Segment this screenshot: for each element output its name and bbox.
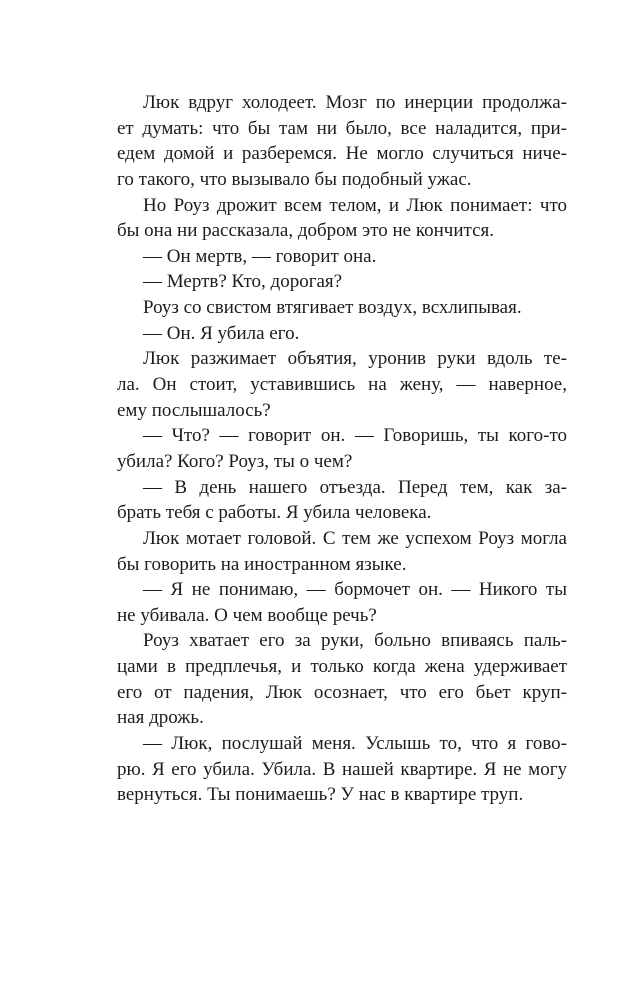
text-line: едем домой и разберемся. Не могло случиться ниче- (117, 143, 567, 165)
text-line: — Что? — говорит он. — Говоришь, ты кого-то (143, 425, 567, 447)
text-line: бы она ни рассказала, добром это не кончится. (117, 220, 494, 242)
text-line: вернуться. Ты понимаешь? У нас в квартире труп. (117, 784, 524, 806)
text-line: брать тебя с работы. Я убила человека. (117, 502, 432, 524)
text-line: ла. Он стоит, уставившись на жену, — наверное, (117, 374, 567, 396)
text-line: — Он. Я убила его. (143, 322, 300, 344)
text-line: не убивала. О чем вообще речь? (117, 604, 377, 626)
text-line: его от падения, Люк осознает, что его бьет круп- (117, 681, 567, 703)
text-line: ет думать: что бы там ни было, все наладится, при- (117, 117, 567, 139)
text-line: Роуз хватает его за руки, больно впиваясь паль- (143, 630, 567, 652)
text-line: — Мертв? Кто, дорогая? (143, 271, 343, 293)
text-line: рю. Я его убила. Убила. В нашей квартире. Я не могу (117, 758, 567, 780)
text-line: бы говорить на иностранном языке. (117, 553, 407, 575)
text-line: ная дрожь. (117, 707, 204, 729)
text-line: Но Роуз дрожит всем телом, и Люк понимает: что (143, 194, 567, 216)
text-line: Люк разжимает объятия, уронив руки вдоль те- (143, 348, 567, 370)
text-line: ему послышалось? (117, 399, 271, 421)
text-line: Люк вдруг холодеет. Мозг по инерции продолжа- (143, 92, 567, 113)
text-line: — Он мертв, — говорит она. (143, 245, 377, 267)
text-line: — В день нашего отъезда. Перед тем, как за- (143, 476, 567, 498)
text-line: убила? Кого? Роуз, ты о чем? (117, 450, 353, 472)
text-line: — Люк, послушай меня. Услышь то, что я гово- (143, 733, 567, 755)
text-line: Роуз со свистом втягивает воздух, всхлипывая. (143, 297, 522, 319)
text-line: го такого, что вызывало бы подобный ужас. (117, 168, 472, 190)
text-line: — Я не понимаю, — бормочет он. — Никого ты (143, 579, 567, 601)
text-line: Люк мотает головой. С тем же успехом Роуз могла (143, 527, 567, 549)
text-line: цами в предплечья, и только когда жена удерживает (117, 656, 567, 678)
body-text (117, 90, 567, 808)
